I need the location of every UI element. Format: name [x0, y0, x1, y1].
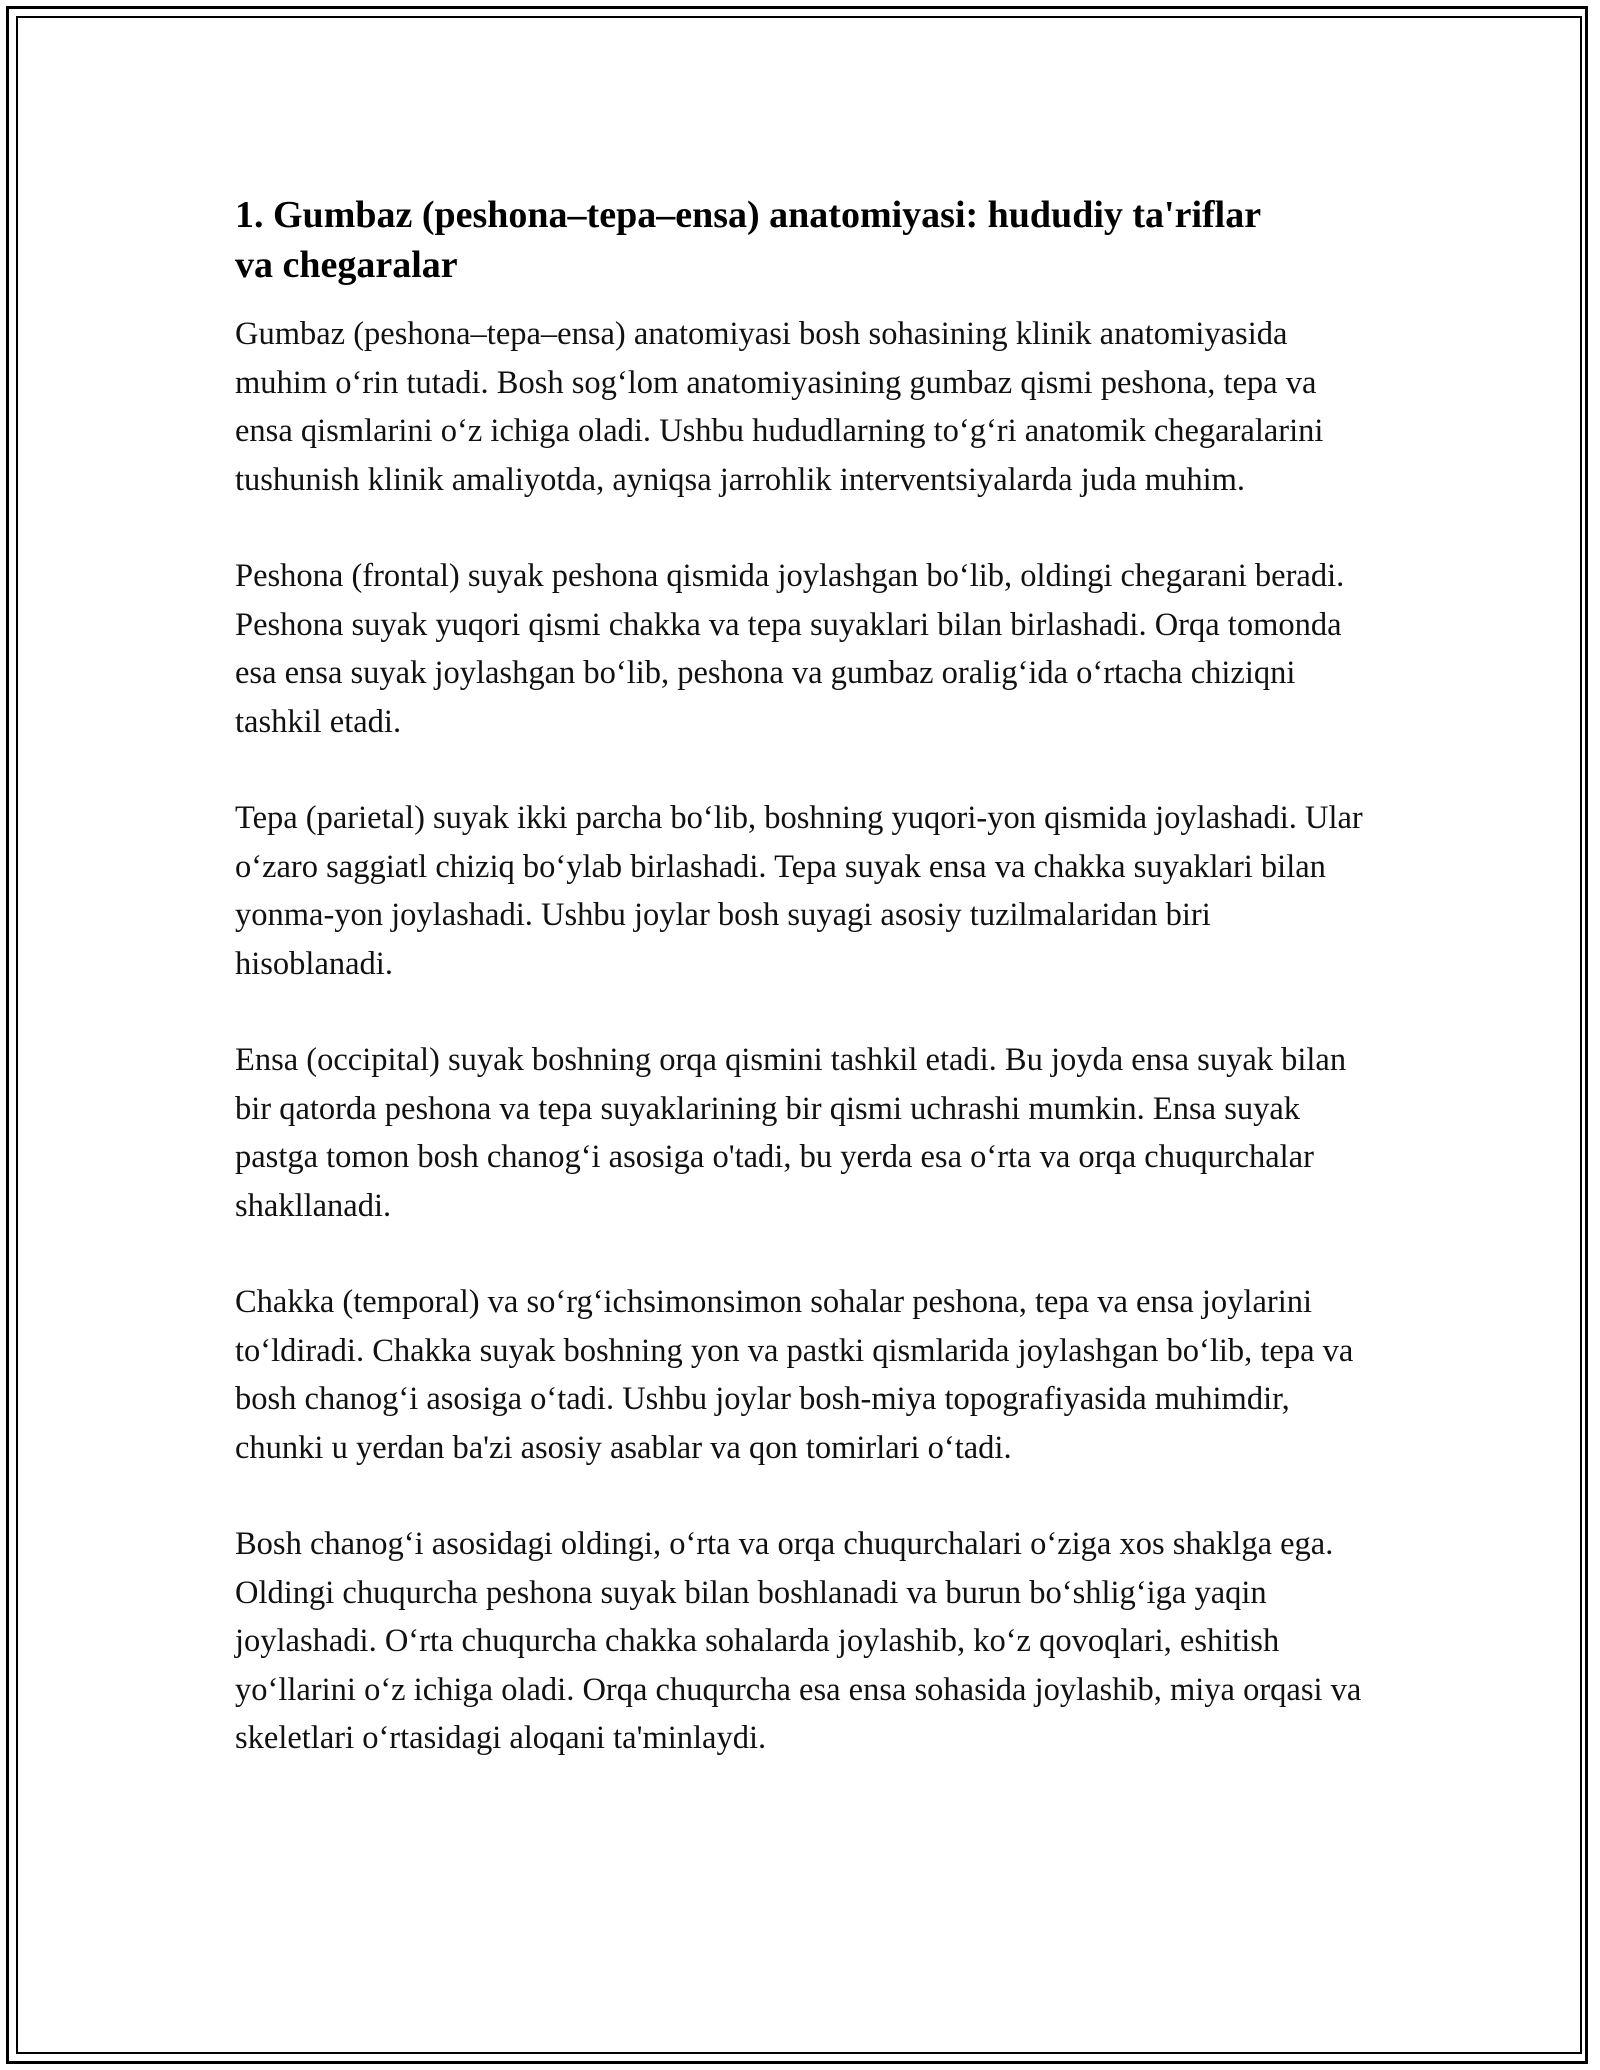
- paragraph-parietal: Tepa (parietal) suyak ikki parcha boʻlib, boshning yuqori-yon qismida joylashadi. Ular oʻzaro saggiatl chiziq boʻylab birlashadi. Tepa suyak ensa va chakka suyaklari bilan yonma-yon joylashadi. Ushbu joylar bosh suyagi asosiy tuzilmalaridan biri hisoblanadi.: [235, 800, 1363, 982]
- paragraph-cranial-fossae: Bosh chanogʻi asosidagi oldingi, oʻrta va orqa chuqurchalari oʻziga xos shaklga ega. Oldingi chuqurcha peshona suyak bilan boshlanadi va burun boʻshligʻiga yaqin joylashadi. Oʻrta chuqurcha chakka sohalarda joylashib, koʻz qovoqlari, eshitish yoʻllarini oʻz ichiga oladi. Orqa chuqurcha esa ensa sohasida joylashib, miya orqasi va skeletlari oʻrtasidagi aloqani ta'minlaydi.: [235, 1526, 1362, 1756]
- paragraph-temporal: Chakka (temporal) va soʻrgʻichsimonsimon sohalar peshona, tepa va ensa joylarini toʻldiradi. Chakka suyak boshning yon va pastki qismlarida joylashgan boʻlib, tepa va bosh chanogʻi asosiga oʻtadi. Ushbu joylar bosh-miya topografiyasida muhimdir, chunki u yerdan ba'zi asosiy asablar va qon tomirlari oʻtadi.: [235, 1284, 1354, 1466]
- paragraph-occipital: Ensa (occipital) suyak boshning orqa qismini tashkil etadi. Bu joyda ensa suyak bilan bir qatorda peshona va tepa suyaklarining bir qismi uchrashi mumkin. Ensa suyak pastga tomon bosh chanogʻi asosiga o'tadi, bu yerda esa oʻrta va orqa chuqurchalar shakllanadi.: [235, 1042, 1347, 1224]
- paragraph-frontal: Peshona (frontal) suyak peshona qismida joylashgan boʻlib, oldingi chegarani beradi. Peshona suyak yuqori qismi chakka va tepa suyaklari bilan birlashadi. Orqa tomonda esa ensa suyak joylashgan boʻlib, peshona va gumbaz oraligʻida oʻrtacha chiziqni tashkil etadi.: [235, 558, 1345, 740]
- paragraph-intro: Gumbaz (peshona–tepa–ensa) anatomiyasi bosh sohasining klinik anatomiyasida muhim oʻrin tutadi. Bosh sogʻlom anatomiyasining gumbaz qismi peshona, tepa va ensa qismlarini oʻz ichiga oladi. Ushbu hududlarning toʻgʻri anatomik chegaralarini tushunish klinik amaliyotda, ayniqsa jarrohlik interventsiyalarda juda muhim.: [235, 316, 1324, 498]
- section-heading: 1. Gumbaz (peshona–tepa–ensa) anatomiyasi: hududiy ta'riflar va chegaralar: [235, 194, 1261, 286]
- document-body: [235, 190, 1365, 1811]
